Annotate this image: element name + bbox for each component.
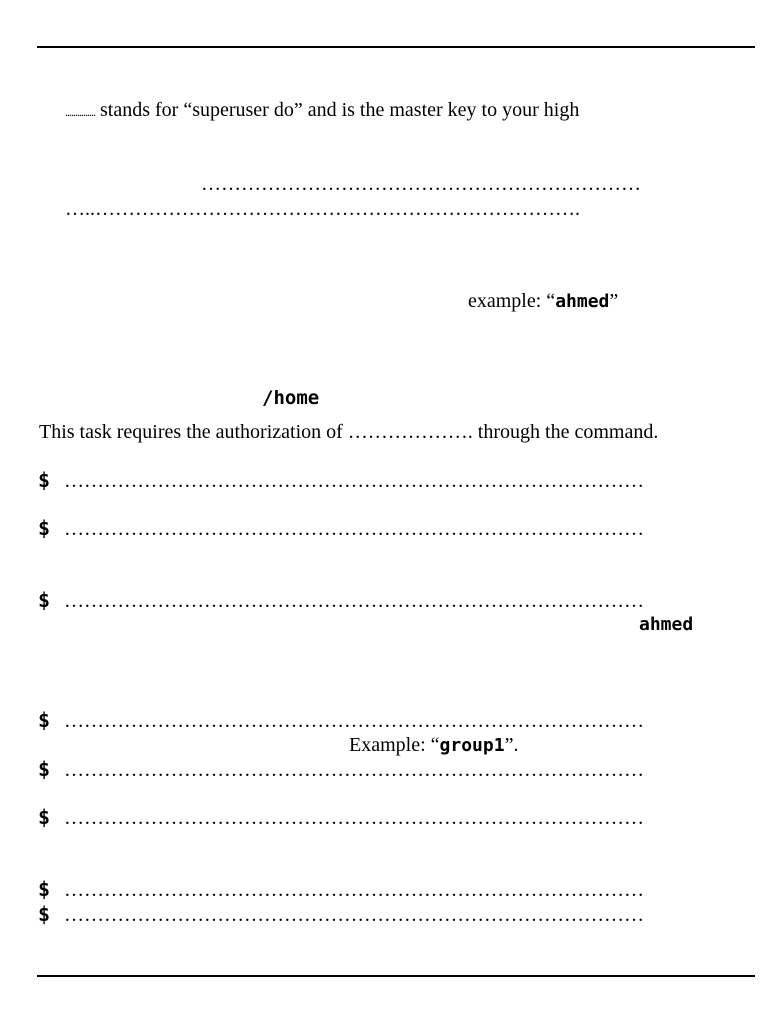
top-rule <box>37 46 755 48</box>
example-group <box>349 733 518 758</box>
example-code: group1 <box>439 735 505 756</box>
prompt-symbol: $ <box>38 516 51 540</box>
sudo-definition-line <box>65 98 579 124</box>
prompt-symbol: $ <box>38 902 51 926</box>
blank-fill: ............... <box>65 105 95 119</box>
sudo-definition-text: stands for “superuser do” and is the master key to your high <box>95 99 580 121</box>
example-suffix: ”. <box>504 734 519 756</box>
bottom-rule <box>37 975 755 977</box>
example-code: ahmed <box>555 291 610 312</box>
command-blank: …………………………………………………………………………… <box>64 904 644 926</box>
dotted-fill-line: ………………………………………………………… <box>201 173 641 195</box>
command-blank: …………………………………………………………………………… <box>64 470 644 492</box>
command-blank: …………………………………………………………………………… <box>64 879 644 901</box>
example-username <box>468 289 618 314</box>
prompt-symbol: $ <box>38 877 51 901</box>
task-line: This task requires the authorization of ………………. through the command. <box>39 421 659 443</box>
command-blank: …………………………………………………………………………… <box>64 518 644 540</box>
example-prefix: Example: “ <box>349 734 440 756</box>
ahmed-label: ahmed <box>639 614 694 635</box>
command-blank: …………………………………………………………………………… <box>64 807 644 829</box>
prompt-symbol: $ <box>38 468 51 492</box>
dotted-fill-line: …..………………………………………………………………. <box>65 198 580 220</box>
prompt-symbol: $ <box>38 805 51 829</box>
command-blank: …………………………………………………………………………… <box>64 710 644 732</box>
home-path: /home <box>262 387 320 409</box>
command-blank: …………………………………………………………………………… <box>64 759 644 781</box>
command-blank: …………………………………………………………………………… <box>64 590 644 612</box>
prompt-symbol: $ <box>38 708 51 732</box>
prompt-symbol: $ <box>38 757 51 781</box>
example-prefix: example: “ <box>468 290 556 312</box>
example-suffix: ” <box>609 290 619 312</box>
prompt-symbol: $ <box>38 588 51 612</box>
